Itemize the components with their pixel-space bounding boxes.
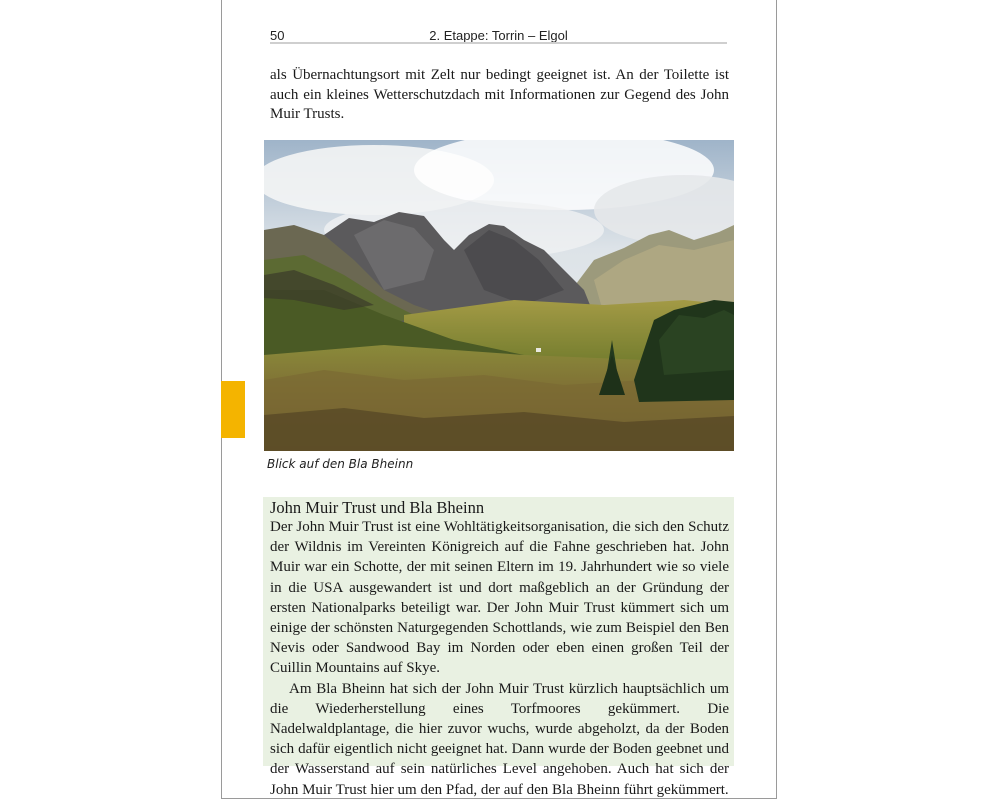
header-rule	[270, 42, 727, 44]
info-box-paragraph: Der John Muir Trust ist eine Wohltätigkeitsorganisation, die sich den Schutz der Wildnis im Vereinten Königreich auf die Fahne geschrieben hat. John Muir war ein Schotte, der mit seinen Eltern im 19. Jahrhundert wie so viele in die USA ausgewandert ist und dort maßgeblich an der Gründung der ersten Nationalparks beteiligt war. Der John Muir Trust kümmert sich um einige der schönsten Naturgegenden Schottlands, wie zum Beispiel den Ben Nevis oder Sandwood Bay im Norden oder eben einen großen Teil der Cuillin Mountains auf Skye.	[270, 519, 729, 677]
chapter-title: 2. Etappe: Torrin – Elgol	[429, 28, 568, 43]
info-box-body	[270, 517, 729, 800]
section-tab-marker	[221, 381, 245, 438]
intro-paragraph: als Übernachtungsort mit Zelt nur bedingt geeignet ist. An der Toilette ist auch ein kleines Wetterschutzdach mit Informationen zur Gegend des John Muir Trusts.	[270, 67, 729, 122]
photo-caption: Blick auf den Bla Bheinn	[267, 457, 414, 471]
intro-text	[270, 66, 729, 125]
mountain-photo	[264, 140, 734, 451]
info-box-paragraph: Am Bla Bheinn hat sich der John Muir Trust kürzlich hauptsächlich um die Wiederherstellung eines Torfmoores gekümmert. Die Nadelwaldplantage, die hier zuvor wuchs, wurde abgeholzt, da der Boden sich dafür eigentlich nicht geeignet hat. Dann wurde der Boden geebnet und der Wasserstand auf sein natürliches Level angehoben. Auch hat sich der John Muir Trust hier um den Pfad, der auf den Bla Bheinn führt gekümmert.	[270, 680, 729, 798]
page-number: 50	[270, 28, 285, 43]
info-box-title: John Muir Trust und Bla Bheinn	[270, 498, 485, 517]
